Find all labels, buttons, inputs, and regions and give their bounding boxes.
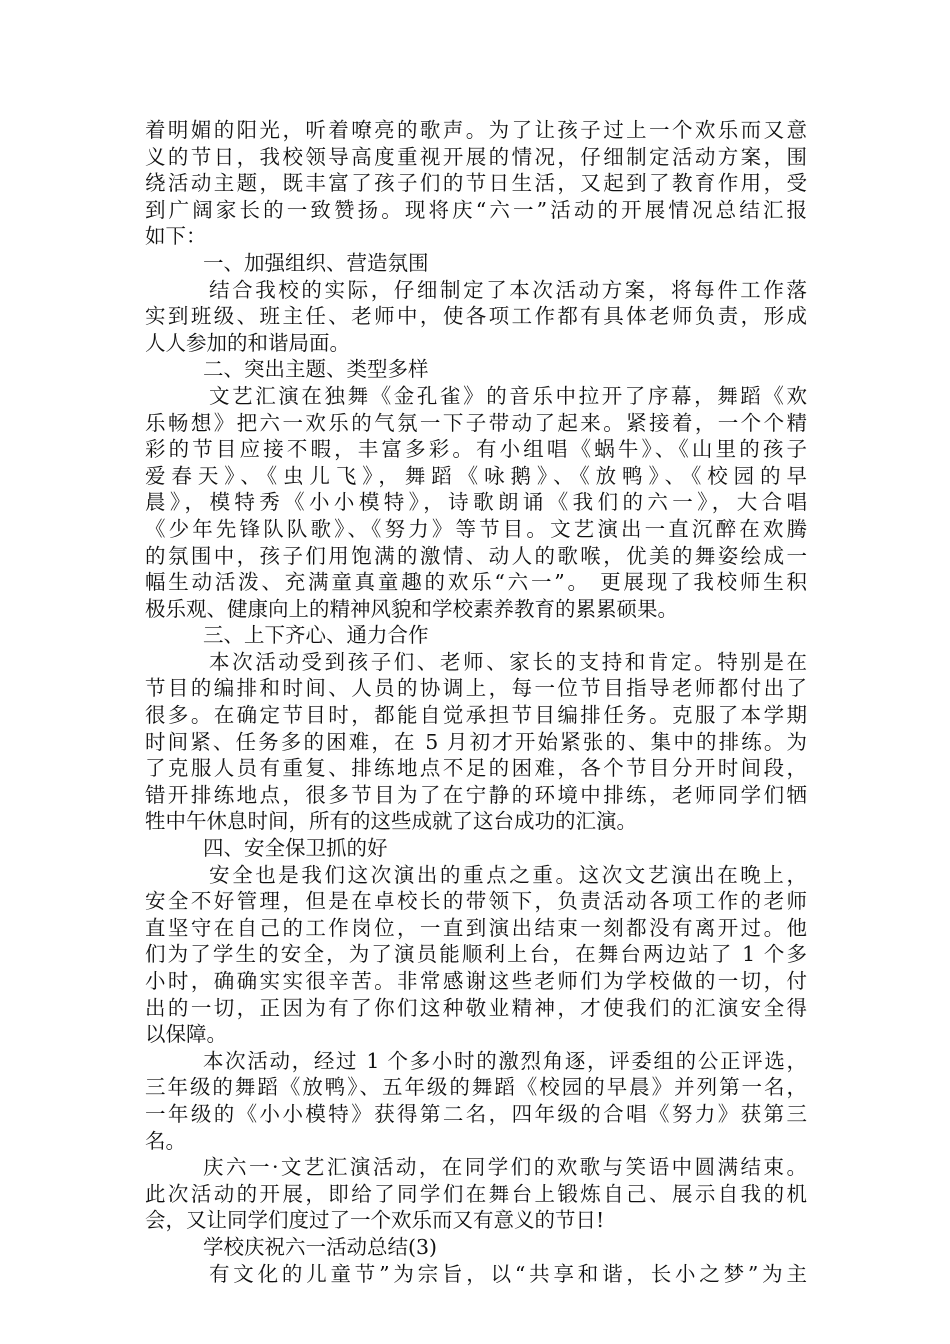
text-line: 节目的编排和时间、人员的协调上，每一位节目指导老师都付出了 [145, 676, 807, 701]
text-line: 直坚守在自己的工作岗位，一直到演出结束一刻都没有离开过。他 [145, 915, 807, 940]
text-line: 以保障。 [145, 1022, 227, 1047]
section-heading: 学校庆祝六一活动总结(3) [203, 1234, 438, 1259]
text-line: 文艺汇演在独舞《金孔雀》的音乐中拉开了序幕，舞蹈《欢 [209, 383, 807, 408]
text-line: 幅生动活泼、充满童真童趣的欢乐“六一”。 更展现了我校师生积 [145, 570, 807, 595]
text-line: 爱春天》、《虫儿飞》，舞蹈《咏鹅》、《放鸭》、《校园的早 [145, 463, 807, 488]
text-line: 义的节日，我校领导高度重视开展的情况，仔细制定活动方案，围 [145, 144, 807, 169]
text-line: 很多。在确定节目时，都能自觉承担节目编排任务。克服了本学期 [145, 703, 807, 728]
text-line: 晨》，模特秀《小小模特》，诗歌朗诵《我们的六一》，大合唱 [145, 490, 807, 515]
text-line: 《少年先锋队队歌》、《努力》等节目。文艺演出一直沉醉在欢腾 [145, 516, 807, 541]
text-line: 本次活动受到孩子们、老师、家长的支持和肯定。特别是在 [209, 649, 807, 674]
text-line: 极乐观、健康向上的精神风貌和学校素养教育的累累硕果。 [145, 596, 678, 621]
text-line: 会，又让同学们度过了一个欢乐而又有意义的节日! [145, 1208, 605, 1233]
document-page [145, 117, 807, 1287]
text-line: 结合我校的实际，仔细制定了本次活动方案，将每件工作落 [209, 277, 807, 302]
text-line: 有文化的儿童节”为宗旨，以“共享和谐，长小之梦”为主 [209, 1261, 807, 1286]
text-line: 牲中午休息时间，所有的这些成就了这台成功的汇演。 [145, 809, 637, 834]
text-line: 人人参加的和谐局面。 [145, 330, 350, 355]
section-heading: 一、加强组织、营造氛围 [203, 250, 429, 275]
section-heading: 二、突出主题、类型多样 [203, 357, 429, 382]
text-line: 乐畅想》把六一欢乐的气氛一下子带动了起来。紧接着，一个个精 [145, 410, 807, 435]
text-line: 安全不好管理，但是在卓校长的带领下，负责活动各项工作的老师 [145, 889, 807, 914]
text-line: 的氛围中，孩子们用饱满的激情、动人的歌喉，优美的舞姿绘成一 [145, 543, 807, 568]
text-line: 庆六一·文艺汇演活动，在同学们的欢歌与笑语中圆满结束。 [203, 1155, 807, 1180]
text-line: 时间紧、任务多的困难，在 5 月初才开始紧张的、集中的排练。为 [145, 729, 807, 754]
text-line: 如下： [145, 224, 207, 249]
text-line: 小时，确确实实很辛苦。非常感谢这些老师们为学校做的一切，付 [145, 969, 807, 993]
section-heading: 四、安全保卫抓的好 [203, 836, 388, 861]
section-heading: 三、上下齐心、通力合作 [203, 623, 429, 648]
text-line: 到广阔家长的一致赞扬。现将庆“六一”活动的开展情况总结汇报 [145, 197, 807, 222]
text-line: 本次活动，经过 1 个多小时的激烈角逐，评委组的公正评选， [203, 1048, 807, 1073]
text-line: 一年级的《小小模特》获得第二名，四年级的合唱《努力》获第三 [145, 1101, 807, 1126]
text-line: 们为了学生的安全，为了演员能顺利上台，在舞台两边站了 1 个多 [145, 942, 807, 967]
text-line: 绕活动主题，既丰富了孩子们的节日生活，又起到了教育作用，受 [145, 171, 807, 196]
text-line: 出的一切，正因为有了你们这种敬业精神，才使我们的汇演安全得 [145, 995, 807, 1020]
text-line: 着明媚的阳光，听着嘹亮的歌声。为了让孩子过上一个欢乐而又意 [145, 118, 807, 142]
text-line: 实到班级、班主任、老师中，使各项工作都有具体老师负责，形成 [145, 304, 807, 329]
text-line: 名。 [145, 1128, 186, 1153]
text-line: 错开排练地点，很多节目为了在宁静的环境中排练，老师同学们牺 [145, 782, 807, 807]
text-line: 三年级的舞蹈《放鸭》、五年级的舞蹈《校园的早晨》并列第一名， [145, 1075, 807, 1100]
text-line: 安全也是我们这次演出的重点之重。这次文艺演出在晚上， [209, 862, 807, 887]
text-line: 此次活动的开展，即给了同学们在舞台上锻炼自己、展示自我的机 [145, 1181, 807, 1206]
text-line: 彩的节目应接不暇，丰富多彩。有小组唱《蜗牛》、《山里的孩子 [145, 437, 807, 462]
text-line: 了克服人员有重复、排练地点不足的困难，各个节目分开时间段， [145, 756, 807, 781]
